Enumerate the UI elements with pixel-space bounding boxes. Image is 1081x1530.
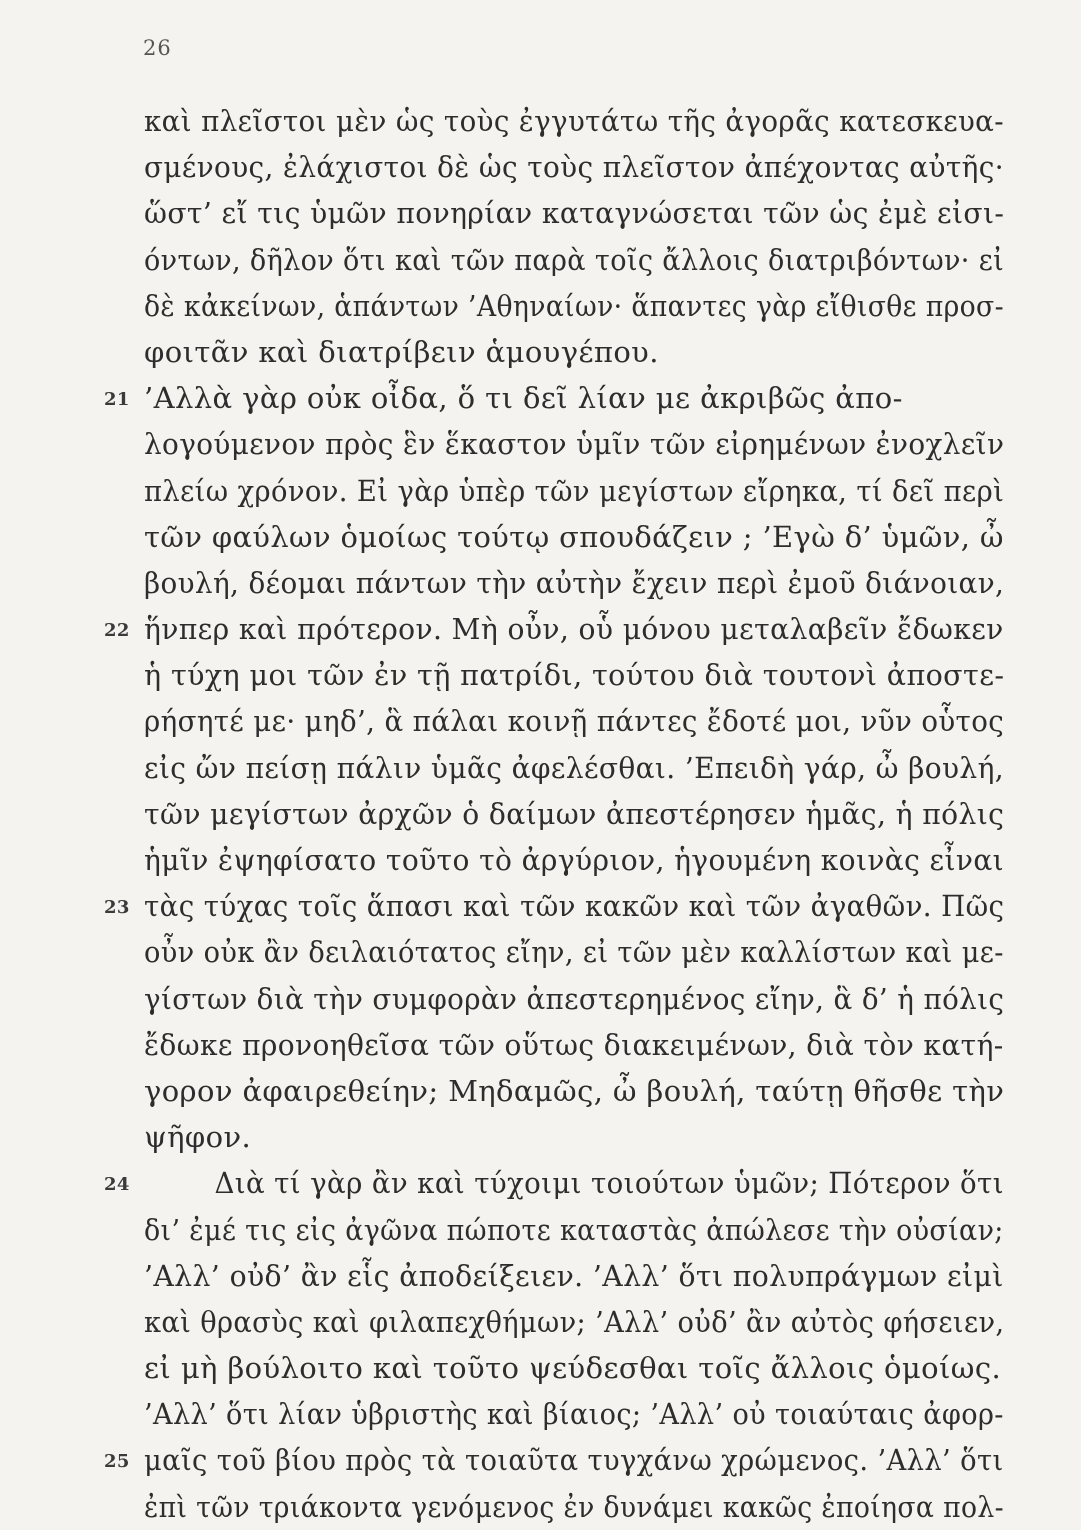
- line-text: ψῆφον.: [144, 1120, 252, 1155]
- section-number: 23: [104, 897, 130, 919]
- text-line: [144, 468, 1004, 514]
- text-line: [144, 190, 1004, 236]
- text-line: [144, 698, 1004, 744]
- text-line: [144, 1207, 1004, 1253]
- text-line: [144, 514, 1004, 560]
- line-text: ρήσητέ με· μηδ’, ἃ πάλαι κοινῇ πάντες ἔδοτέ μοι, νῦν οὗτος: [144, 704, 1005, 739]
- text-line: [144, 1391, 1004, 1437]
- text-line: [144, 745, 1004, 791]
- text-line: [144, 560, 1004, 606]
- text-line: [144, 1484, 1004, 1530]
- section-number: 25: [104, 1451, 130, 1473]
- text-line: [144, 1068, 1004, 1114]
- line-text: ἥνπερ καὶ πρότερον. Μὴ οὖν, οὗ μόνου μεταλαβεῖν ἔδωκεν: [144, 612, 1004, 647]
- line-text: εἰς ὤν πείσῃ πάλιν ὑμᾶς ἀφελέσθαι. ’Επειδὴ γάρ, ὦ βουλή,: [144, 750, 1005, 785]
- text-line: [144, 1114, 1004, 1160]
- text-line: [144, 1022, 1004, 1068]
- line-text: τῶν μεγίστων ἀρχῶν ὁ δαίμων ἀπεστέρησεν ἡμᾶς, ἡ πόλις: [144, 796, 1005, 831]
- text-line: [144, 837, 1004, 883]
- line-text: Διὰ τί γὰρ ἂν καὶ τύχοιμι τοιούτων ὑμῶν; Πότερον ὅτι: [214, 1166, 1004, 1201]
- text-line: [144, 929, 1004, 975]
- text-line: [144, 421, 1004, 467]
- line-text: ἐπὶ τῶν τριάκοντα γενόμενος ἐν δυνάμει κακῶς ἐποίησα πολ-: [144, 1489, 1004, 1524]
- text-line: [104, 375, 1004, 421]
- section-number: 24: [104, 1174, 130, 1196]
- line-text: δὲ κἀκείνων, ἁπάντων ’Αθηναίων· ἅπαντες γὰρ εἴθισθε προσ-: [144, 288, 1004, 323]
- line-text: σμένους, ἐλάχιστοι δὲ ὡς τοὺς πλεῖστον ἀπέχοντας αὐτῆς·: [144, 150, 1004, 185]
- text-line: [104, 1160, 1004, 1206]
- line-text: δι’ ἐμέ τις εἰς ἀγῶνα πώποτε καταστὰς ἀπώλεσε τὴν οὐσίαν;: [144, 1212, 1004, 1247]
- line-text: ’Αλλ’ οὐδ’ ἂν εἷς ἀποδείξειεν. ’Αλλ’ ὅτι πολυπράγμων εἰμὶ: [144, 1258, 1004, 1293]
- line-text: καὶ θρασὺς καὶ φιλαπεχθήμων; ’Αλλ’ οὐδ’ ἂν αὐτὸς φήσειεν,: [144, 1304, 1005, 1339]
- line-text: ὥστ’ εἴ τις ὑμῶν πονηρίαν καταγνώσεται τῶν ὡς ἐμὲ εἰσι-: [144, 196, 1005, 231]
- line-text: οὖν οὐκ ἂν δειλαιότατος εἴην, εἰ τῶν μὲν καλλίστων καὶ με-: [144, 935, 1004, 970]
- line-text: βουλή, δέομαι πάντων τὴν αὐτὴν ἔχειν περὶ ἐμοῦ διάνοιαν,: [144, 565, 1005, 600]
- section-number: 21: [104, 389, 130, 411]
- line-text: τῶν φαύλων ὁμοίως τούτῳ σπουδάζειν ; ’Εγὼ δ’ ὑμῶν, ὦ: [144, 519, 1004, 554]
- line-text: γίστων διὰ τὴν συμφορὰν ἀπεστερημένος εἴην, ἃ δ’ ἡ πόλις: [144, 981, 1005, 1016]
- line-text: ἡμῖν ἐψηφίσατο τοῦτο τὸ ἀργύριον, ἡγουμένη κοινὰς εἶναι: [144, 843, 1005, 877]
- text-line: [104, 883, 1005, 929]
- text-line: [144, 237, 1004, 283]
- text-line: [144, 144, 1004, 190]
- line-text: μαῖς τοῦ βίου πρὸς τὰ τοιαῦτα τυγχάνω χρώμενος. ’Αλλ’ ὅτι: [144, 1443, 1004, 1478]
- page-number: 26: [143, 36, 172, 60]
- line-text: λογούμενον πρὸς ἓν ἕκαστον ὑμῖν τῶν εἰρημένων ἐνοχλεῖν: [144, 427, 1005, 462]
- text-line: [104, 606, 1004, 652]
- line-text: όντων, δῆλον ὅτι καὶ τῶν παρὰ τοῖς ἄλλοις διατριβόντων· εἰ: [144, 242, 1005, 277]
- section-number: 22: [104, 620, 130, 642]
- line-text: πλείω χρόνον. Εἰ γὰρ ὑπὲρ τῶν μεγίστων εἴρηκα, τί δεῖ περὶ: [144, 473, 1005, 508]
- line-text: εἰ μὴ βούλοιτο καὶ τοῦτο ψεύδεσθαι τοῖς ἄλλοις ὁμοίως.: [144, 1351, 1002, 1386]
- line-text: ἡ τύχη μοι τῶν ἐν τῇ πατρίδι, τούτου διὰ τουτονὶ ἀποστε-: [144, 658, 1005, 693]
- text-line: [144, 1299, 1004, 1345]
- line-text: ἔδωκε προνοηθεῖσα τῶν οὕτως διακειμένων, διὰ τὸν κατή-: [144, 1027, 1004, 1062]
- line-text: ’Αλλ’ ὅτι λίαν ὑβριστὴς καὶ βίαιος; ’Αλλ’ οὐ τοιαύταις ἀφορ-: [144, 1397, 1004, 1432]
- text-line: [144, 98, 1004, 144]
- line-text: φοιτᾶν καὶ διατρίβειν ἁμουγέπου.: [144, 334, 659, 369]
- greek-text-block: [104, 98, 1005, 1530]
- text-line: [104, 1437, 1004, 1483]
- line-text: καὶ πλεῖστοι μὲν ὡς τοὺς ἐγγυτάτω τῆς ἀγορᾶς κατεσκευα-: [144, 104, 1004, 138]
- text-line: [144, 1345, 1004, 1391]
- text-line: [144, 1253, 1004, 1299]
- line-text: γορον ἀφαιρεθείην; Μηδαμῶς, ὦ βουλή, ταύτῃ θῆσθε τὴν: [144, 1073, 1005, 1108]
- line-text: τὰς τύχας τοῖς ἅπασι καὶ τῶν κακῶν καὶ τῶν ἀγαθῶν. Πῶς: [144, 889, 1005, 924]
- line-text: ’Αλλὰ γὰρ οὐκ οἶδα, ὅ τι δεῖ λίαν με ἀκριβῶς ἀπο-: [144, 381, 903, 416]
- text-line: [144, 329, 1004, 375]
- text-line: [144, 791, 1004, 837]
- text-line: [144, 652, 1004, 698]
- text-line: [144, 283, 1004, 329]
- text-line: [144, 976, 1004, 1022]
